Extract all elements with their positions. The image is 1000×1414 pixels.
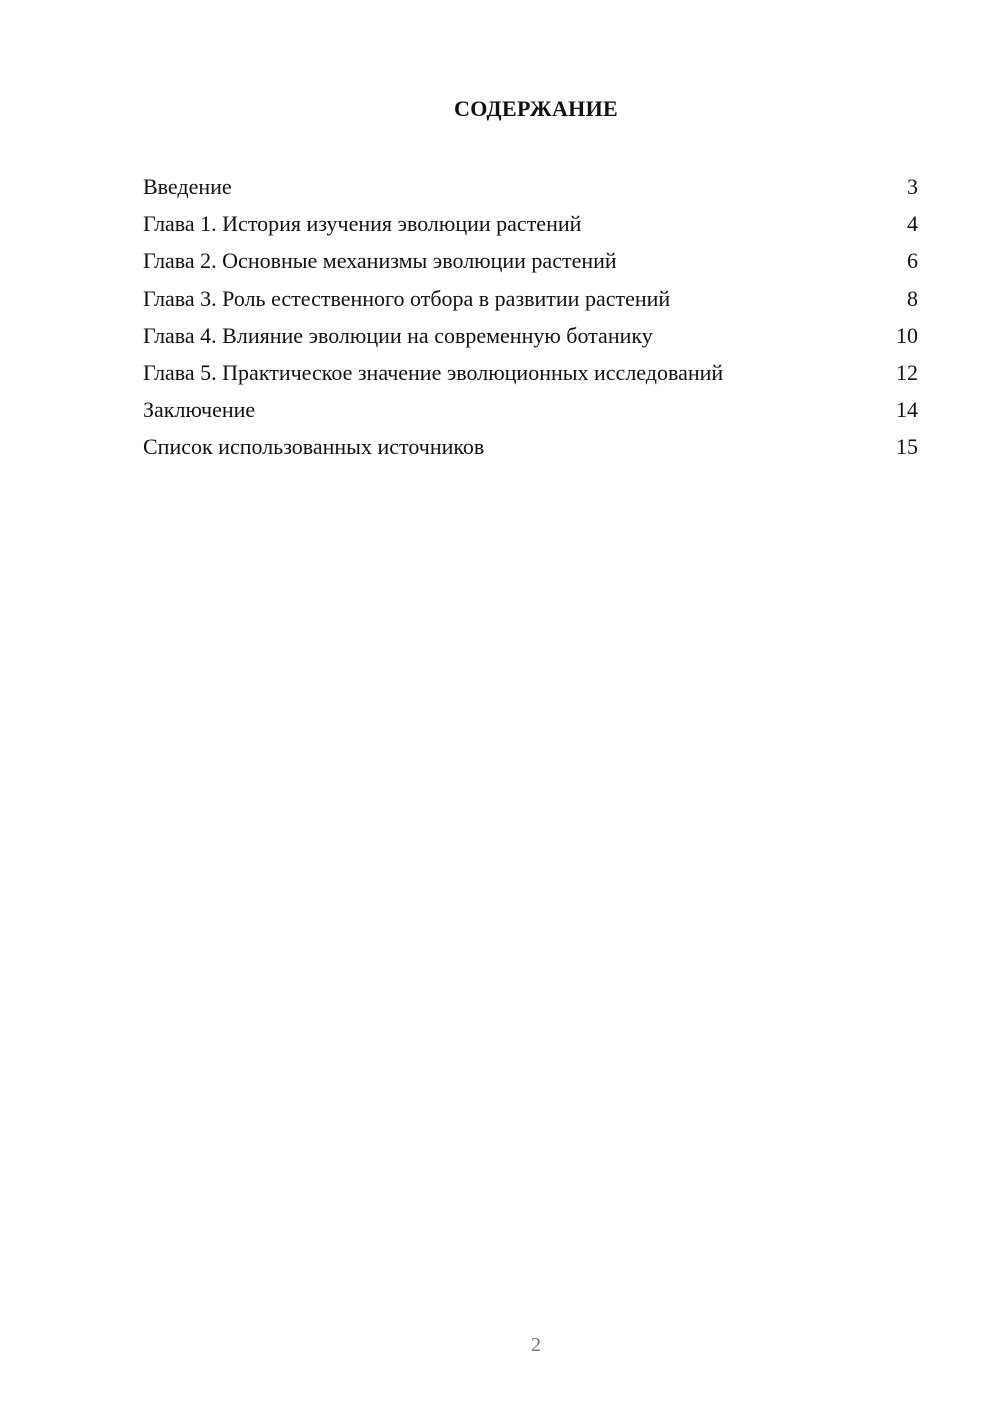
toc-entry-page: 10 [896,322,918,348]
toc-entry-label: Заключение [143,397,256,423]
toc-entry-page: 8 [907,285,918,311]
toc-entry-label: Глава 1. История изучения эволюции растений [143,211,582,237]
toc-entry-page: 3 [907,174,918,199]
toc-entry-page: 6 [907,248,918,274]
toc-entry-references [143,428,918,465]
page-number: 2 [531,1334,541,1356]
toc-title: СОДЕРЖАНИЕ [454,96,618,121]
table-of-contents [143,168,918,466]
toc-entry-chapter-2 [143,242,918,279]
toc-entry-introduction [143,168,918,205]
toc-entry-label: Глава 3. Роль естественного отбора в развитии растений [143,285,671,311]
toc-entry-label: Список использованных источников [143,434,485,460]
toc-entry-chapter-4 [143,317,918,354]
toc-entry-label: Глава 2. Основные механизмы эволюции растений [143,248,617,274]
toc-entry-chapter-5 [143,354,918,391]
toc-entry-page: 4 [907,211,918,237]
toc-entry-label: Глава 4. Влияние эволюции на современную ботанику [143,322,653,348]
toc-entry-page: 12 [896,359,918,385]
toc-entry-page: 15 [896,434,918,460]
toc-entry-chapter-1 [143,205,918,242]
toc-entry-label: Глава 5. Практическое значение эволюционных исследований [143,359,724,385]
toc-entry-label: Введение [143,174,232,199]
toc-entry-page: 14 [896,397,918,423]
toc-entry-chapter-3 [143,280,918,317]
toc-entry-conclusion [143,391,918,428]
